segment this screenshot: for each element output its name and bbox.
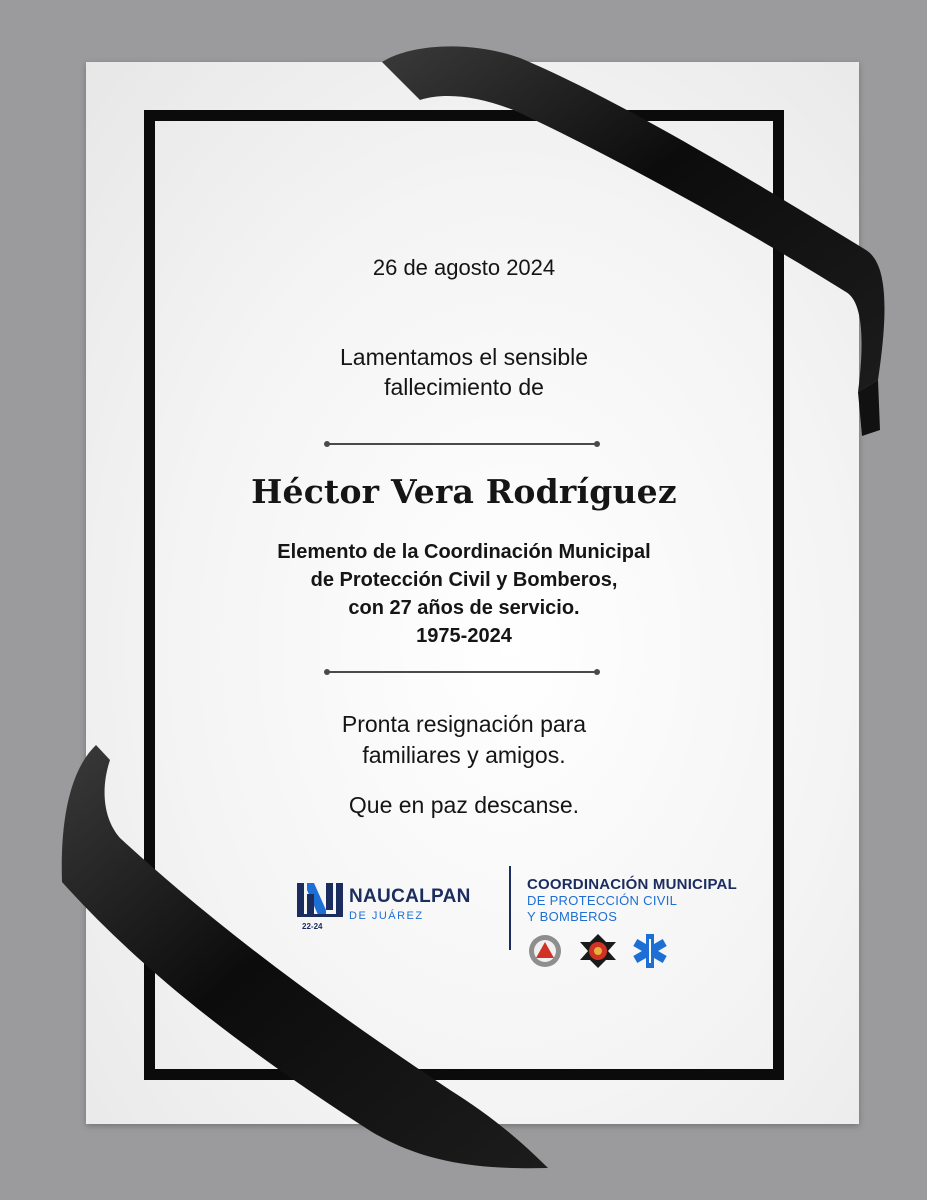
coordination-line-3: Y BOMBEROS — [527, 909, 618, 924]
ribbon-top-band — [382, 46, 884, 392]
naucalpan-subtitle: DE JUÁREZ — [349, 910, 424, 922]
role-line-3: con 27 años de servicio. — [348, 597, 580, 619]
naucalpan-title: NAUCALPAN — [349, 886, 471, 907]
deceased-name: Héctor Vera Rodríguez — [251, 472, 677, 511]
naucalpan-years: 22-24 — [302, 922, 323, 931]
role-line-1: Elemento de la Coordinación Municipal — [277, 541, 651, 563]
lament-line-1: Lamentamos el sensible — [339, 344, 589, 370]
coordination-line-2: DE PROTECCIÓN CIVIL — [527, 893, 678, 908]
date-text: 26 de agosto 2024 — [372, 255, 556, 280]
condolence-line-2: familiares y amigos. — [362, 742, 566, 768]
coordination-title: COORDINACIÓN MUNICIPAL — [527, 876, 737, 893]
ribbon-bottom-band — [62, 745, 548, 1168]
role-line-2: de Protección Civil y Bomberos, — [310, 569, 618, 591]
condolence-line-1: Pronta resignación para — [341, 711, 587, 737]
lament-line-2: fallecimiento de — [384, 374, 544, 400]
service-years: 1975-2024 — [416, 625, 512, 647]
rest-in-peace-text: Que en paz descanse. — [348, 792, 580, 818]
